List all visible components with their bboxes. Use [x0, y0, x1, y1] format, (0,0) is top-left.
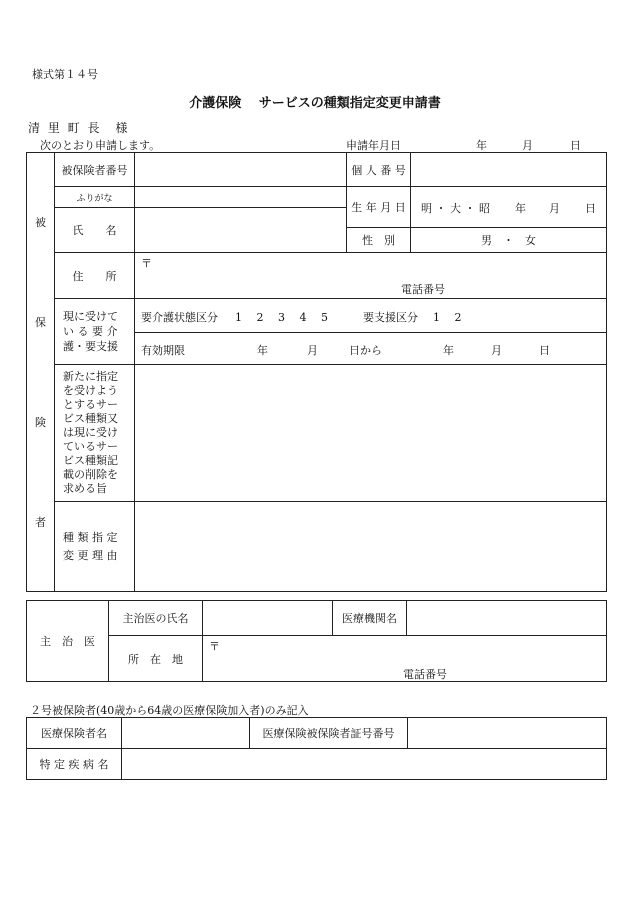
application-day: 日 [570, 139, 581, 152]
physician-postal-mark: 〒 [209, 640, 220, 653]
physician-phone-label: 電話番号 [403, 668, 447, 681]
application-month: 月 [522, 139, 533, 152]
care-level-options: 1 2 3 4 5 [235, 311, 328, 324]
phone-label: 電話番号 [401, 283, 445, 296]
birthdate-field[interactable] [411, 187, 607, 228]
physician-address-label: 所 在 地 [109, 636, 203, 682]
furigana-label: ふりがな [55, 187, 135, 208]
validity-label: 有効期限 [141, 344, 185, 357]
intro-text: 次のとおり申請します。 [40, 139, 161, 152]
furigana-field[interactable] [135, 187, 347, 208]
personal-number-label: 個 人 番 号 [347, 153, 411, 187]
institution-field[interactable] [407, 601, 607, 636]
insurer-name-label: 医療保険者名 [27, 718, 122, 749]
current-level-label: 現に受けて い る 要 介 護・要支援 [55, 299, 135, 365]
insurer-name-field[interactable] [122, 718, 250, 749]
physician-address-field[interactable] [203, 636, 607, 682]
physician-name-field[interactable] [203, 601, 333, 636]
address-label: 住 所 [55, 253, 135, 299]
application-date-label: 申請年月日 [346, 139, 401, 152]
insured-number-label: 被保険者番号 [55, 153, 135, 187]
reason-label: 種 類 指 定 変 更 理 由 [55, 502, 135, 592]
birth-day-label: 日 [585, 202, 596, 215]
valid-from-month: 月 [307, 344, 318, 357]
sex-label: 性 別 [347, 228, 411, 253]
sex-options[interactable]: 男 ・ 女 [411, 228, 607, 253]
postal-mark: 〒 [141, 257, 152, 270]
disease-label: 特 定 疾 病 名 [27, 749, 122, 780]
addressee: 清 里 町 長 様 [28, 121, 130, 135]
valid-to-day: 日 [539, 344, 550, 357]
valid-to-year: 年 [443, 344, 454, 357]
birth-month-label: 月 [549, 202, 560, 215]
support-level-label: 要支援区分 [363, 311, 418, 324]
page-title: 介護保険 サービスの種類指定変更申請書 [189, 96, 441, 111]
category2-table [26, 717, 607, 780]
insured-id-field[interactable] [408, 718, 607, 749]
care-level-field[interactable] [135, 299, 607, 333]
name-field[interactable] [135, 208, 347, 253]
new-service-label: 新たに指定 を受けよう とするサー ビス種類又 は現に受け ているサー ビス種類記 載の削除を 求める旨 [55, 365, 135, 502]
validity-field[interactable] [135, 333, 607, 365]
care-level-label: 要介護状態区分 [141, 311, 218, 324]
personal-number-field[interactable] [411, 153, 607, 187]
name-label: 氏 名 [55, 208, 135, 253]
valid-from-year: 年 [257, 344, 268, 357]
insured-number-field[interactable] [135, 153, 347, 187]
insured-section-label: 被 保 険 者 [27, 153, 55, 592]
physician-section-label: 主 治 医 [27, 601, 109, 682]
support-level-options: 1 2 [433, 311, 462, 324]
new-service-field[interactable] [135, 365, 607, 502]
form-number: 様式第１４号 [32, 68, 98, 81]
valid-to-month: 月 [491, 344, 502, 357]
disease-field[interactable] [122, 749, 607, 780]
birthdate-label: 生 年 月 日 [347, 187, 411, 228]
birth-year-label: 年 [515, 202, 526, 215]
address-field[interactable] [135, 253, 607, 299]
institution-label: 医療機関名 [333, 601, 407, 636]
category2-note: ２号被保険者(40歳から64歳の医療保険加入者)のみ記入 [30, 704, 309, 717]
birthdate-era-options: 明 ・ 大 ・ 昭 [421, 202, 490, 215]
valid-from-suffix: 日から [349, 344, 382, 357]
application-year: 年 [476, 139, 487, 152]
physician-table [26, 600, 607, 682]
physician-name-label: 主治医の氏名 [109, 601, 203, 636]
reason-field[interactable] [135, 502, 607, 592]
insured-id-label: 医療保険被保険者証号番号 [250, 718, 408, 749]
insured-table [26, 152, 607, 592]
